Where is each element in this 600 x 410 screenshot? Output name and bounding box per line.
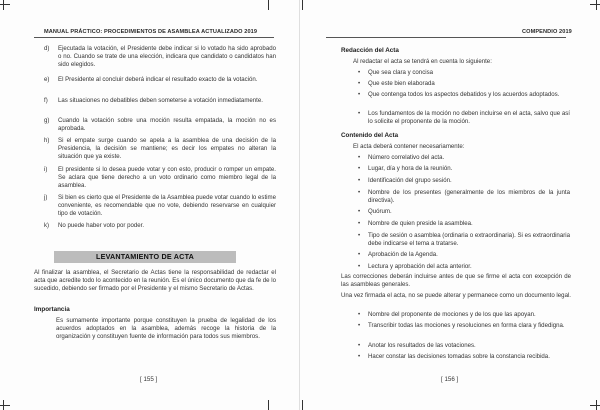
- bullet-item: [358, 208, 570, 216]
- list-text: El presidente si lo desea puede votar y con esto, producir o romper un empate. Se aclara que tiene derecho a un voto ordinario como miembro legal de la asamblea.: [58, 166, 276, 189]
- bullet-item: [358, 189, 570, 205]
- contenido-intro: El acta deberá contener necesariamente:: [353, 143, 465, 150]
- bullet-text: Aprobación de la Agenda.: [368, 251, 438, 258]
- bullet-glyph: •: [358, 110, 361, 117]
- contenido-heading: Contenido del Acta: [341, 132, 399, 139]
- bullet-text: Quórum.: [368, 208, 392, 215]
- list-text: Si el empate surge cuando se apela a la asamblea de una decisión de la Presidencia, la decisión se mantiene; es decir los empates no alteran la situación que ya existe.: [58, 137, 276, 160]
- page-number-right: [ 156 ]: [441, 376, 459, 383]
- bullet-text: Anotar los resultados de las votaciones.: [368, 342, 476, 349]
- redaccion-intro: Al redactar el acta se tendrá en cuenta lo siguiente:: [353, 58, 492, 65]
- bullet-glyph: •: [358, 154, 361, 161]
- bullet-glyph: •: [358, 353, 361, 360]
- crop-mark: [596, 0, 597, 10]
- importance-heading: Importancia: [34, 306, 70, 313]
- section-banner-levantamiento: LEVANTAMIENTO DE ACTA: [54, 251, 236, 263]
- crop-mark: [596, 400, 597, 410]
- bullet-item: [358, 232, 570, 248]
- bullet-text: Nombre del proponente de mociones y de los que las apoyan.: [368, 311, 536, 318]
- bullet-item: [358, 154, 570, 162]
- list-marker: e): [44, 76, 50, 83]
- bullet-item: [358, 311, 570, 319]
- bullet-glyph: •: [358, 342, 361, 349]
- bullet-item: [358, 220, 570, 228]
- bullet-item: [358, 165, 570, 173]
- right-running-head: COMPENDIO 2019: [522, 29, 572, 35]
- crop-mark: [0, 405, 10, 406]
- list-marker: d): [44, 45, 50, 52]
- bullet-text: Identificación del grupo sesión.: [368, 177, 452, 184]
- list-item-j: [44, 194, 276, 218]
- bullet-glyph: •: [358, 177, 361, 184]
- list-text: El Presidente al concluir deberá indicar el resultado exacto de la votación.: [58, 76, 258, 83]
- bullet-glyph: •: [358, 189, 361, 196]
- bullet-item: [358, 110, 570, 126]
- list-item-h: [44, 137, 276, 161]
- list-text: Si bien es cierto que el Presidente de la Asamblea puede votar cuando lo estime conveniente, es recomendable que no vote, debiendo reservarse en cualquier tipo de votación.: [58, 194, 276, 217]
- bullet-item: [358, 322, 570, 330]
- bullet-item: [358, 91, 570, 99]
- bullet-item: [358, 69, 570, 77]
- bullet-text: Nombre de los presentes (generalmente de los miembros de la junta directiva).: [368, 189, 570, 204]
- list-marker: k): [44, 222, 50, 229]
- bullet-text: Nombre de quien preside la asamblea.: [368, 220, 473, 227]
- bullet-item: [358, 263, 570, 271]
- crop-mark: [590, 4, 600, 5]
- bullet-glyph: •: [358, 263, 361, 270]
- bullet-text: Que este bien elaborada: [368, 80, 435, 87]
- list-marker: j): [44, 194, 48, 201]
- left-running-head: MANUAL PRÁCTICO: PROCEDIMIENTOS DE ASAMBLEA ACTUALIZADO 2019: [44, 29, 258, 35]
- bullet-glyph: •: [358, 80, 361, 87]
- bullet-item: [358, 177, 570, 185]
- list-item-k: [44, 222, 276, 230]
- bullet-text: Lectura y aprobación del acta anterior.: [368, 263, 472, 270]
- bullet-glyph: •: [358, 165, 361, 172]
- bullet-glyph: •: [358, 311, 361, 318]
- bullet-text: Tipo de sesión o asamblea (ordinaria o extraordinaria). Si es extraordinaria debe indicarse el tema a tratarse.: [368, 232, 570, 247]
- list-text: Las situaciones no debatibles deben someterse a votación inmediatamente.: [58, 97, 263, 104]
- bullet-glyph: •: [358, 220, 361, 227]
- page-number-left: [ 155 ]: [140, 376, 158, 383]
- list-item-g: [44, 117, 276, 133]
- bullet-item: [358, 342, 570, 350]
- bullet-glyph: •: [358, 322, 361, 329]
- corrections-paragraph: Las correcciones deberán incluirse antes de que se firme el acta con excepción de las asambleas generales.: [341, 273, 571, 288]
- bullet-item: [358, 80, 570, 88]
- list-item-e: [44, 76, 276, 84]
- crop-mark: [302, 400, 303, 410]
- list-item-d: [44, 45, 276, 69]
- list-marker: h): [44, 137, 50, 144]
- list-text: Cuando la votación sobre una moción resulta empatada, la moción no es aprobada.: [58, 117, 276, 132]
- bullet-item: [358, 353, 570, 361]
- bullet-item: [358, 251, 570, 259]
- list-marker: g): [44, 117, 50, 124]
- list-text: Ejecutada la votación, el Presidente debe indicar si lo votado ha sido aprobado o no. Cuando se trate de una elección, indicara que candidato o candidatos han sido elegidos.: [58, 45, 276, 68]
- crop-mark: [302, 0, 303, 10]
- list-marker: f): [44, 97, 48, 104]
- right-header-rule: [326, 37, 566, 38]
- bullet-text: Lugar, día y hora de la reunión.: [368, 165, 453, 172]
- importance-paragraph: Es sumamente importante porque constituyen la prueba de legalidad de los acuerdos adoptados en la asamblea, además recoge la historia de la organización y constituyen fuente de información para todos sus miembros.: [56, 317, 276, 340]
- crop-mark: [3, 0, 4, 10]
- bullet-text: Que contenga todos los aspectos debatidos y los acuerdos adoptados.: [368, 91, 560, 98]
- left-header-rule: [34, 37, 274, 38]
- bullet-glyph: •: [358, 91, 361, 98]
- bullet-glyph: •: [358, 208, 361, 215]
- bullet-text: Transcribir todas las mociones y resoluciones en forma clara y fidedigna.: [368, 322, 565, 329]
- list-item-i: [44, 166, 276, 190]
- crop-mark: [590, 405, 600, 406]
- list-item-f: [44, 97, 276, 105]
- bullet-glyph: •: [358, 232, 361, 239]
- bullet-text: Que sea clara y concisa: [368, 69, 434, 76]
- crop-mark: [268, 0, 269, 10]
- bullet-text: Los fundamentos de la moción no deben incluirse en el acta, salvo que así lo solicite el proponente de la moción.: [368, 110, 570, 125]
- bullet-glyph: •: [358, 69, 361, 76]
- intro-paragraph: Al finalizar la asamblea, el Secretario de Actas tiene la responsabilidad de redactar el acta que acredite todo lo acontecido en la reunión. Es el único documento que da fe de lo sucedido, debiendo ser firmado por el Presidente y el mismo Secretario de Actas.: [34, 269, 276, 292]
- redaccion-heading: Redacción del Acta: [341, 47, 399, 54]
- signed-act-paragraph: Una vez firmada el acta, no se puede alterar y permanece como un documento legal.: [341, 292, 572, 299]
- bullet-glyph: •: [358, 251, 361, 258]
- right-page: [300, 0, 600, 410]
- crop-mark: [0, 4, 10, 5]
- crop-mark: [268, 400, 269, 410]
- bullet-text: Hacer constar las decisiones tomadas sobre la constancia recibida.: [368, 353, 550, 360]
- list-text: No puede haber voto por poder.: [58, 222, 145, 229]
- list-marker: i): [44, 166, 48, 173]
- bullet-text: Número correlativo del acta.: [368, 154, 445, 161]
